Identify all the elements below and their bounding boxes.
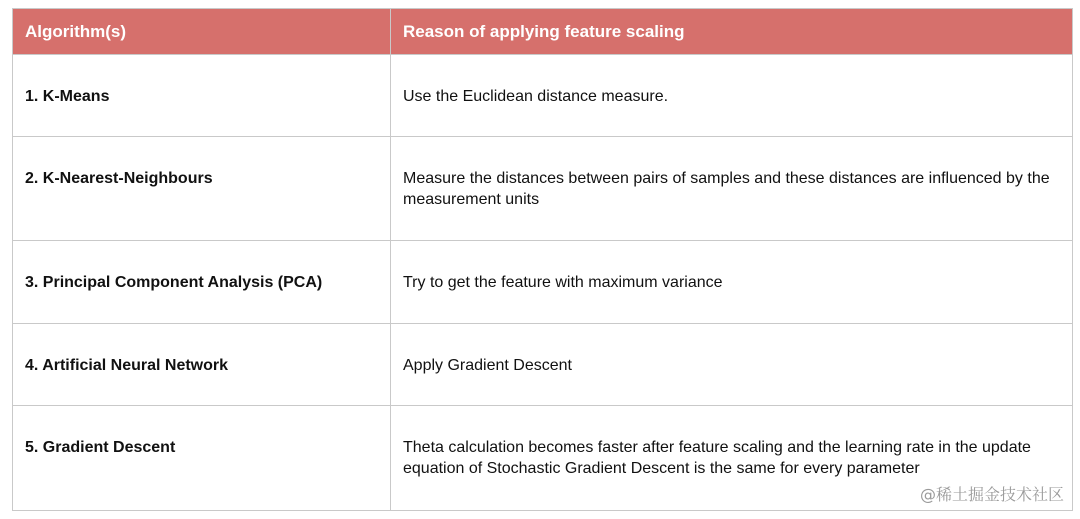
algorithm-cell: 1. K-Means [13, 55, 391, 137]
table-row [13, 55, 1073, 137]
header-algorithms: Algorithm(s) [13, 9, 391, 55]
table-row [13, 137, 1073, 241]
table-row [13, 324, 1073, 406]
reason-cell: Apply Gradient Descent [391, 324, 1073, 406]
feature-scaling-table [12, 8, 1073, 511]
algorithm-cell: 4. Artificial Neural Network [13, 324, 391, 406]
table-header-row [13, 9, 1073, 55]
header-reason: Reason of applying feature scaling [391, 9, 1073, 55]
reason-cell: Measure the distances between pairs of samples and these distances are influenced by the measurement units [391, 137, 1073, 241]
algorithm-cell: 2. K-Nearest-Neighbours [13, 137, 391, 241]
algorithm-cell: 3. Principal Component Analysis (PCA) [13, 241, 391, 324]
watermark-text: @稀土掘金技术社区 [919, 485, 1064, 504]
table-row [13, 241, 1073, 324]
feature-scaling-table-container [12, 8, 1072, 511]
table-row [13, 406, 1073, 511]
reason-cell: Theta calculation becomes faster after feature scaling and the learning rate in the update equation of Stochastic Gradient Descent is the same for every parameter [391, 406, 1073, 511]
reason-cell: Try to get the feature with maximum variance [391, 241, 1073, 324]
reason-cell: Use the Euclidean distance measure. [391, 55, 1073, 137]
algorithm-cell: 5. Gradient Descent [13, 406, 391, 511]
